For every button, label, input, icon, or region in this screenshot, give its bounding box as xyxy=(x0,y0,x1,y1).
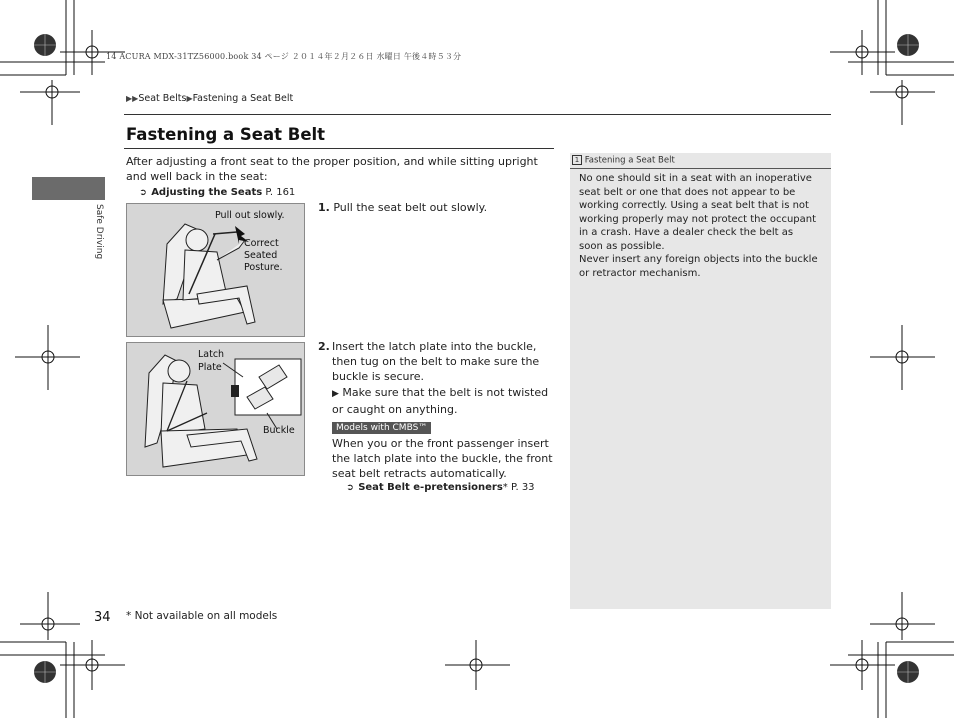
sidebar-heading-rule xyxy=(570,168,831,169)
breadcrumb-parent[interactable]: Seat Belts xyxy=(138,93,187,104)
label-latch-line1: Latch xyxy=(198,349,225,360)
step-2-subnote xyxy=(332,385,554,417)
step-2-text: Insert the latch plate into the buckle, then tug on the belt to make sure the buckle is secure. xyxy=(332,340,540,383)
pretensioners-cross-reference[interactable] xyxy=(345,482,535,493)
label-buckle: Buckle xyxy=(263,425,295,436)
section-tab xyxy=(32,177,105,200)
cmbs-paragraph: When you or the front passenger insert the latch plate into the buckle, the front seat belt retracts automatically. xyxy=(332,437,553,480)
xref-label[interactable]: Seat Belt e-pretensioners xyxy=(358,482,503,493)
xref-label[interactable]: Adjusting the Seats xyxy=(151,187,263,198)
printer-header: 14 ACURA MDX-31TZ56000.book 34 ページ ２０１４年２月２６日 水曜日 午後４時５３分 xyxy=(106,52,462,61)
label-posture-line2: Seated xyxy=(244,250,278,261)
figure-pull-belt xyxy=(126,203,305,337)
xref-page: P. 33 xyxy=(510,482,535,493)
sidebar-para-2: Never insert any foreign objects into the buckle or retractor mechanism. xyxy=(579,254,818,279)
step-1-number: 1. xyxy=(318,201,330,214)
breadcrumb-current[interactable]: Fastening a Seat Belt xyxy=(192,93,294,104)
title-rule xyxy=(124,148,554,149)
header-rule xyxy=(124,114,831,115)
intro-text: After adjusting a front seat to the proper position, and while sitting upright and well back in the seat: xyxy=(126,155,538,183)
note-marker-icon: 1 xyxy=(572,155,582,165)
xref-page: P. 161 xyxy=(265,187,296,198)
breadcrumb xyxy=(126,93,293,104)
step-1-text: Pull the seat belt out slowly. xyxy=(333,201,488,214)
label-posture-line1: Correct xyxy=(244,238,279,249)
label-latch-line2: Plate xyxy=(198,362,222,373)
intro-paragraph xyxy=(126,154,556,200)
xref-asterisk: * xyxy=(502,482,508,493)
figure-insert-latch xyxy=(126,342,305,476)
triangle-bullet-icon: ▶ xyxy=(332,389,339,399)
page-title: Fastening a Seat Belt xyxy=(126,125,326,144)
step-2-number: 2. xyxy=(318,340,330,353)
label-posture-line3: Posture. xyxy=(244,262,283,273)
label-pull-out: Pull out slowly. xyxy=(215,210,285,221)
xref-arrow-icon: ➲ xyxy=(346,483,354,493)
step-1 xyxy=(318,200,554,215)
sidebar-heading xyxy=(570,155,833,166)
sidebar-para-1: No one should sit in a seat with an inoperative seat belt or one that does not appear to be working correctly. Using a seat belt that is not working properly may not protect the occupant in a crash. Have a dealer check the belt as soon as possible. xyxy=(579,173,817,252)
footnote: * Not available on all models xyxy=(126,610,278,622)
double-triangle-icon: ▶▶ xyxy=(126,94,139,103)
page-number: 34 xyxy=(94,610,111,625)
intro-cross-reference[interactable] xyxy=(126,185,556,200)
xref-arrow-icon: ➲ xyxy=(139,188,147,198)
section-tab-label: Safe Driving xyxy=(94,204,104,260)
step-2-subnote-text: Make sure that the belt is not twisted or caught on anything. xyxy=(332,386,549,416)
models-badge: Models with CMBS™ xyxy=(332,422,431,434)
triangle-icon: ▶ xyxy=(186,94,193,103)
sidebar-heading-text: Fastening a Seat Belt xyxy=(584,155,675,166)
